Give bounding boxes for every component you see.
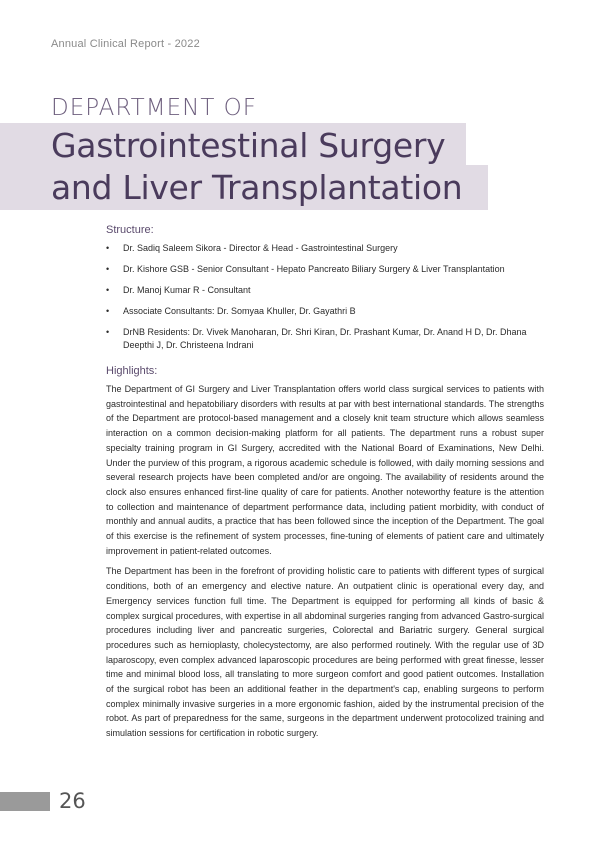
bullet-icon: • (106, 306, 110, 316)
list-item-text: DrNB Residents: Dr. Vivek Manoharan, Dr. Shri Kiran, Dr. Prashant Kumar, Dr. Anand H D, Dr. Dhana Deepthi J, Dr. Christeena Indrani (123, 327, 527, 350)
title-prefix: DEPARTMENT OF (51, 95, 258, 121)
list-item (106, 242, 546, 255)
list-item (106, 305, 546, 318)
structure-list (106, 242, 546, 360)
list-item-text: Dr. Sadiq Saleem Sikora - Director & Head - Gastrointestinal Surgery (123, 243, 398, 253)
page-number-bar (0, 792, 50, 811)
running-head: Annual Clinical Report - 2022 (51, 38, 200, 50)
bullet-icon: • (106, 243, 110, 253)
list-item (106, 326, 546, 352)
page-title-line-2: and Liver Transplantation (51, 168, 463, 207)
paragraph: The Department of GI Surgery and Liver Transplantation offers world class surgical services to patients with gastrointestinal and hepatobiliary disorders with results at par with best international standards. The strengths of the Department are protocol-based management and a closely knit team structure which allows seamless interaction on a common decision-making platform for all patients. The department runs a robust super specialty training program in GI Surgery, accredited with the National Board of Examinations, New Delhi. Under the purview of this program, a rigorous academic schedule is followed, with daily morning sessions and several research projects have been completed and/or are ongoing. The availability of residents around the clock also ensures enhanced first-line quality of care for patients. Another noteworthy feature is the attention to collection and maintenance of department performance data, including patient morbidity, with conduct of monthly and annual audits, a practice that has been followed since the inception of the Department. The goal of this exercise is the refinement of system processes, fine-tuning of elements of patient care and ultimately improvement in patient-related outcomes. (106, 384, 544, 556)
list-item (106, 284, 546, 297)
list-item-text: Dr. Kishore GSB - Senior Consultant - Hepato Pancreato Biliary Surgery & Liver Transplantation (123, 264, 505, 274)
highlights-heading: Highlights: (106, 365, 158, 377)
list-item-text: Associate Consultants: Dr. Somyaa Khuller, Dr. Gayathri B (123, 306, 356, 316)
bullet-icon: • (106, 327, 110, 337)
list-item-text: Dr. Manoj Kumar R - Consultant (123, 285, 251, 295)
bullet-icon: • (106, 285, 110, 295)
page-title-line-1: Gastrointestinal Surgery (51, 126, 446, 165)
highlights-body (106, 382, 544, 747)
bullet-icon: • (106, 264, 110, 274)
paragraph: The Department has been in the forefront of providing holistic care to patients with different types of surgical conditions, both of an emergency and elective nature. An outpatient clinic is operational every day, and Emergency services function full time. The Department is equipped for performing all kinds of basic & complex surgical procedures, with expertise in all abdominal surgeries ranging from advanced Gastro-surgical procedures including liver and pancreatic surgeries, Colorectal and Bariatric surgery. General surgical procedures such as hernioplasty, cholecystectomy, are also performed routinely. With the regular use of 3D laparoscopy, even complex advanced laparoscopic procedures are being performed with great finesse, lesser time and minimal blood loss, all translating to more surgeon comfort and good patient outcomes. Installation of the surgical robot has been an additional feather in the department's cap, enabling surgeons to perform complex minimally invasive surgeries in a more ergonomic fashion, aided by the instrumental precision of the robot. As part of preparedness for the same, surgeons in the department underwent protocolized training and simulation sessions for certification in robotic surgery. (106, 566, 544, 739)
list-item (106, 263, 546, 276)
page-number: 26 (59, 789, 86, 813)
structure-heading: Structure: (106, 224, 154, 236)
